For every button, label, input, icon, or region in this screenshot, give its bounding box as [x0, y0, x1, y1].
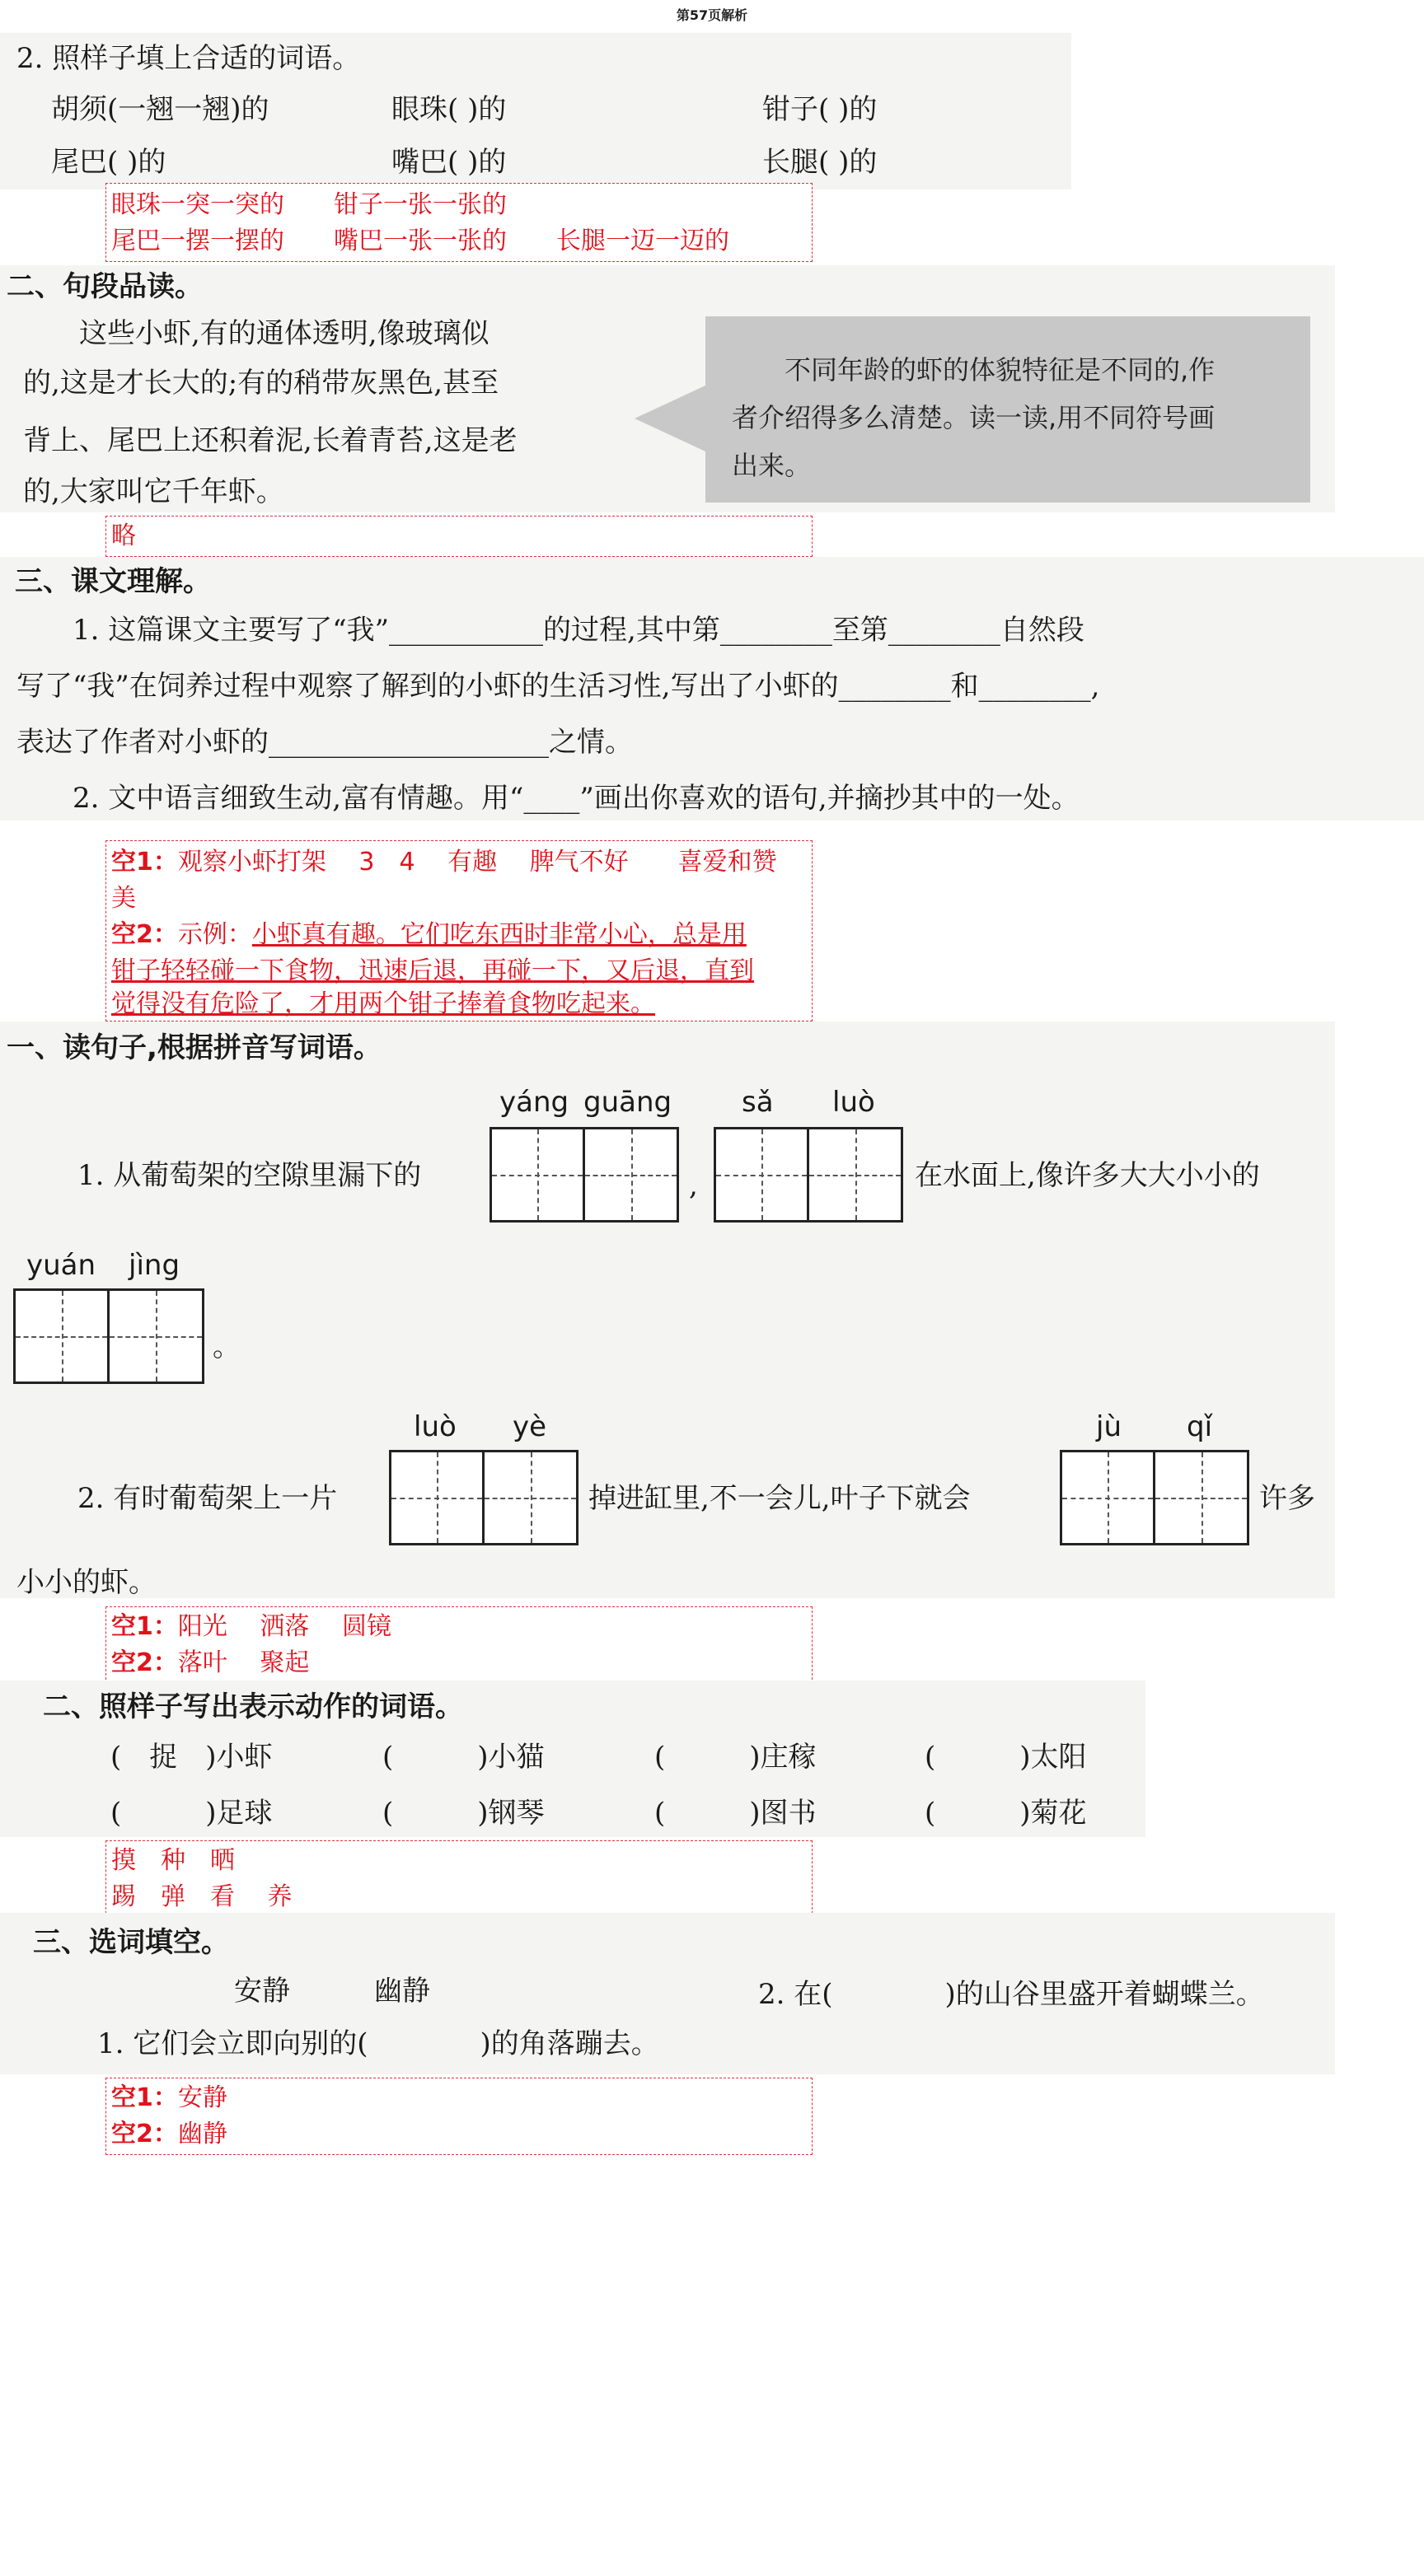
section-title: 一、读句子,根据拼音写词语。	[7, 1031, 382, 1064]
pinyin: qǐ	[1187, 1410, 1213, 1443]
page-label: 第57页解析	[676, 7, 748, 23]
answer-line: 钳子轻轻碰一下食物，迅速后退，再碰一下，又后退，直到	[111, 956, 754, 985]
answer-text: 小虾真有趣。它们吃东西时非常小心，总是用	[251, 920, 747, 949]
q2-prefix: 2. 有时葡萄架上一片	[77, 1482, 338, 1515]
q1-sentence: 1. 它们会立即向别的( )的角落蹦去。	[97, 2027, 659, 2060]
row2-item3: 长腿( )的	[762, 146, 878, 179]
answer-line	[111, 1645, 309, 1681]
answer-box-part6	[105, 2078, 813, 2155]
answer-label: 空1：	[111, 1612, 178, 1641]
section-title: 二、句段品读。	[7, 270, 203, 303]
answer-text: 阳光 洒落 圆镜	[177, 1612, 391, 1641]
q1-mid: 在水面上,像许多大大小小的	[915, 1159, 1260, 1192]
callout-text	[732, 346, 1215, 489]
verb-item: ( )图书	[654, 1797, 817, 1830]
q2-title: 2. 照样子填上合适的词语。	[16, 42, 361, 75]
answer-line: 美	[111, 884, 136, 913]
q1-line: 1. 这篇课文主要写了“我”___________的过程,其中第________至第________自然段	[16, 614, 1084, 647]
passage-line: 的,大家叫它千年虾。	[23, 475, 284, 508]
answer-line	[111, 2080, 227, 2116]
verb-item: ( )钢琴	[382, 1797, 545, 1830]
answer-line	[111, 2116, 227, 2153]
verb-item: ( )小猫	[382, 1741, 545, 1774]
answer-line: 尾巴一摆一摆的 嘴巴一张一张的 长腿一迈一迈的	[111, 227, 729, 255]
answer-label: 空1：	[111, 2083, 178, 2112]
row1-item2: 眼珠( )的	[391, 93, 507, 126]
row1-item3: 钳子( )的	[762, 93, 878, 126]
verb-item: ( 捉 )小虾	[110, 1741, 273, 1774]
q2-mid: 掉进缸里,不一会儿,叶子下就会	[588, 1482, 971, 1515]
passage-line: 的,这是才长大的;有的稍带灰黑色,甚至	[23, 367, 499, 400]
answer-line: 踢 弹 看 养	[111, 1882, 293, 1911]
pinyin: sǎ	[742, 1086, 774, 1119]
verb-item: ( )菊花	[925, 1797, 1087, 1830]
writing-grid[interactable]	[389, 1450, 578, 1545]
section-title: 三、课文理解。	[15, 565, 211, 598]
answer-box-part4	[105, 1606, 813, 1684]
answer-box-part5	[105, 1840, 813, 1918]
answer-text: 落叶 聚起	[177, 1648, 310, 1677]
pinyin: luò	[414, 1410, 457, 1443]
comma: ,	[689, 1169, 698, 1202]
q1-line: 写了“我”在饲养过程中观察了解到的小虾的生活习性,写出了小虾的________和________,	[16, 670, 1100, 703]
answer-text: 安静	[177, 2083, 227, 2112]
q2-sentence: 2. 在( )的山谷里盛开着蝴蝶兰。	[758, 1978, 1264, 2011]
word-options: 安静 幽静	[234, 1975, 430, 2008]
verb-item: ( )太阳	[925, 1741, 1087, 1774]
answer-line: 觉得没有危险了，才用两个钳子捧着食物吃起来。	[111, 989, 655, 1018]
section-title: 二、照样子写出表示动作的词语。	[43, 1690, 463, 1723]
pinyin: jù	[1096, 1410, 1122, 1443]
verb-item: ( )足球	[110, 1797, 273, 1830]
q1-prefix: 1. 从葡萄架的空隙里漏下的	[77, 1159, 422, 1192]
answer-prefix: 示例：	[177, 920, 252, 949]
answer-line: 摸 种 晒	[111, 1846, 235, 1875]
pinyin: jìng	[129, 1249, 180, 1282]
verb-item: ( )庄稼	[654, 1741, 817, 1774]
answer-line: 略	[111, 521, 136, 550]
answer-label: 空2：	[111, 920, 178, 949]
q2-line: 2. 文中语言细致生动,富有情趣。用“____”画出你喜欢的语句,并摘抄其中的一处。	[16, 782, 1080, 815]
passage-line: 这些小虾,有的通体透明,像玻璃似	[23, 317, 490, 350]
q1-line: 表达了作者对小虾的____________________之情。	[16, 726, 633, 759]
answer-box-part1	[105, 183, 813, 262]
row2-item1: 尾巴( )的	[51, 146, 166, 179]
q1-end: 。	[213, 1330, 241, 1363]
section-title: 三、选词填空。	[33, 1926, 229, 1959]
pinyin: yuán	[26, 1249, 96, 1282]
answer-line	[111, 917, 747, 953]
pinyin: luò	[832, 1086, 875, 1119]
writing-grid[interactable]	[1060, 1450, 1249, 1545]
answer-box-part3	[105, 840, 813, 1022]
pinyin: yè	[513, 1410, 547, 1443]
answer-line: 眼珠一突一突的 钳子一张一张的	[111, 190, 507, 219]
answer-line	[111, 1609, 391, 1645]
answer-text: 观察小虾打架 3 4 有趣 脾气不好 喜爱和赞	[177, 848, 777, 877]
writing-grid[interactable]	[13, 1288, 204, 1384]
callout-pointer	[635, 386, 705, 451]
writing-grid[interactable]	[714, 1127, 903, 1223]
answer-label: 空2：	[111, 2120, 178, 2148]
q2-tail: 许多	[1259, 1482, 1315, 1515]
pinyin: yáng	[499, 1086, 569, 1119]
pinyin: guāng	[583, 1086, 672, 1119]
callout-line: 不同年龄的虾的体貌特征是不同的,作	[732, 354, 1216, 386]
answer-line	[111, 844, 777, 881]
q2-end: 小小的虾。	[16, 1566, 157, 1599]
answer-label: 空2：	[111, 1648, 178, 1677]
row1-item1: 胡须(一翘一翘)的	[51, 93, 269, 126]
answer-box-part2	[105, 516, 813, 557]
callout-line: 者介绍得多么清楚。读一读,用不同符号画	[732, 402, 1216, 433]
callout-line: 出来。	[732, 450, 812, 481]
row2-item2: 嘴巴( )的	[391, 146, 507, 179]
passage-line: 背上、尾巴上还积着泥,长着青苔,这是老	[23, 424, 518, 457]
answer-label: 空1：	[111, 848, 178, 877]
writing-grid[interactable]	[490, 1127, 679, 1223]
answer-text: 幽静	[177, 2120, 227, 2148]
